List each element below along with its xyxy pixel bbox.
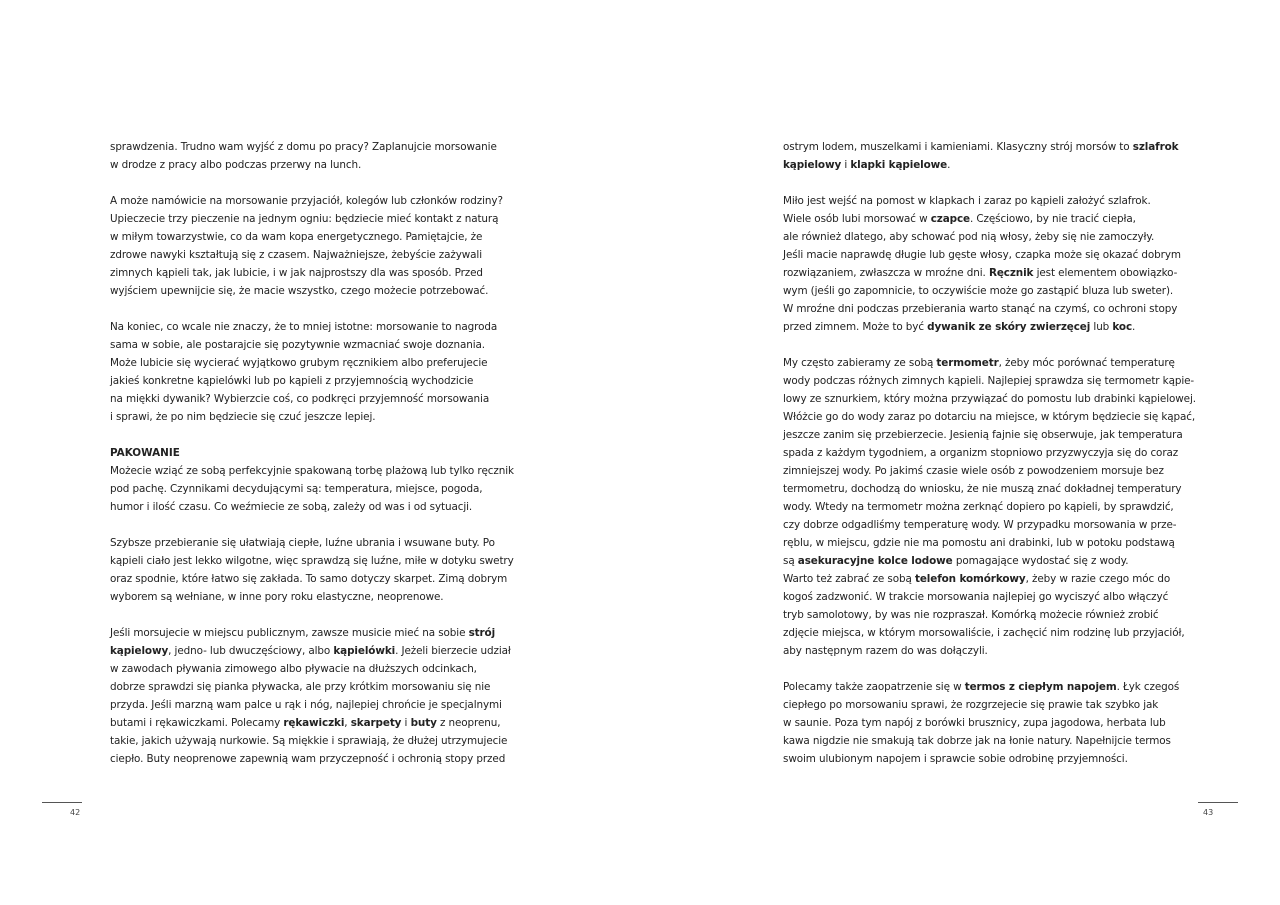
text-run: zimnych kąpieli tak, jak lubicie, i w jak najprostszy dla was sposób. Przed [110, 267, 483, 279]
bold-term: skarpety [350, 717, 402, 729]
text-line [110, 498, 510, 516]
text-line [110, 336, 510, 354]
text-run: My często zabieramy ze sobą [783, 357, 937, 369]
text-run: lub [1090, 321, 1113, 333]
text-line [783, 606, 1183, 624]
text-run: dobrze sprawdzi się pianka pływacka, ale przy krótkim morsowaniu się nie [110, 681, 491, 693]
text-run: w zawodach pływania zimowego albo pływacie na dłuższych odcinkach, [110, 663, 477, 675]
text-line [783, 570, 1183, 588]
text-run: przed zimnem. Może to być [783, 321, 928, 333]
bold-term: kąpielowy [783, 159, 842, 171]
text-run: termometru, dochodzą do wniosku, że nie muszą znać dokładnej temperatury [783, 483, 1182, 495]
text-line [110, 714, 510, 732]
text-line [110, 552, 514, 570]
text-run: Jeśli morsujecie w miejscu publicznym, zawsze musicie mieć na sobie [110, 627, 469, 639]
text-line [110, 408, 510, 426]
text-run: zimniejszej wody. Po jakimś czasie wiele osób z powodzeniem morsuje bez [783, 465, 1164, 477]
text-line [110, 750, 510, 768]
paragraph-gap [110, 426, 510, 444]
bold-term: asekuracyjne kolce lodowe [797, 555, 953, 567]
text-run: ciepłego po morsowaniu sprawi, że rozgrzejecie się prawie tak szybko jak [783, 699, 1159, 711]
text-line [110, 588, 510, 606]
bold-term: czapce [930, 213, 970, 225]
text-run: i [401, 717, 411, 729]
text-run: przyda. Jeśli marzną wam palce u rąk i nóg, najlepiej chrońcie je specjalnymi [110, 699, 502, 711]
text-line [783, 444, 1183, 462]
bold-term: dywanik ze skóry zwierzęcej [927, 321, 1091, 333]
text-line [110, 570, 510, 588]
text-line [110, 246, 510, 264]
text-line [110, 264, 510, 282]
text-line [110, 732, 510, 750]
text-run: . [947, 159, 951, 171]
text-run: ostrym lodem, muszelkami i kamieniami. Klasyczny strój morsów to [783, 141, 1133, 153]
text-line [783, 642, 1183, 660]
text-line [110, 624, 510, 642]
text-line [783, 588, 1183, 606]
bold-term: rękawiczki [283, 717, 345, 729]
bold-term: telefon komórkowy [914, 573, 1026, 585]
text-run: . Łyk czegoś [1116, 681, 1180, 693]
text-run: Miło jest wejść na pomost w klapkach i zaraz po kąpieli założyć szlafrok. [783, 195, 1151, 207]
bold-term: kąpielowy [110, 645, 169, 657]
text-run: A może namówicie na morsowanie przyjaciół, kolegów lub członków rodziny? [110, 195, 503, 207]
text-line [110, 210, 510, 228]
text-line [783, 300, 1183, 318]
text-line [783, 498, 1183, 516]
right-page-text [783, 138, 1196, 768]
text-run: z neoprenu, [436, 717, 501, 729]
text-line [783, 678, 1183, 696]
text-run: jakieś konkretne kąpielówki lub po kąpieli z przyjemnością wychodzicie [110, 375, 474, 387]
text-run: W mroźne dni podczas przebierania warto stanąć na czymś, co ochroni stopy [783, 303, 1178, 315]
text-run: pod pachę. Czynnikami decydującymi są: temperatura, miejsce, pogoda, [110, 483, 483, 495]
text-run: w saunie. Poza tym napój z borówki brusznicy, zupa jagodowa, herbata lub [783, 717, 1166, 729]
text-run: kąpieli ciało jest lekko wilgotne, więc sprawdzą się luźne, miłe w dotyku swetry [110, 555, 514, 567]
text-run: i sprawi, że po nim będziecie się czuć jeszcze lepiej. [110, 411, 376, 423]
text-run: humor i ilość czasu. Co weźmiecie ze sobą, zależy od was i od sytuacji. [110, 501, 473, 513]
text-line [783, 390, 1196, 408]
text-line [783, 462, 1183, 480]
text-run: aby następnym razem do was dołączyli. [783, 645, 988, 657]
paragraph-gap [110, 606, 510, 624]
bold-term: kąpielówki [333, 645, 396, 657]
text-line [110, 642, 510, 660]
text-run: , żeby w razie czego móc do [1025, 573, 1171, 585]
text-line [783, 426, 1183, 444]
text-run: zdrowe nawyki kształtują się z czasem. Najważniejsze, żebyście zażywali [110, 249, 482, 261]
text-line [110, 696, 510, 714]
text-line [783, 714, 1183, 732]
paragraph-gap [783, 174, 1183, 192]
text-run: sprawdzenia. Trudno wam wyjść z domu po pracy? Zaplanujcie morsowanie [110, 141, 497, 153]
text-run: , [344, 717, 351, 729]
text-line [110, 354, 510, 372]
paragraph-gap [110, 516, 510, 534]
text-line [110, 192, 510, 210]
text-run: Może lubicie się wycierać wyjątkowo grubym ręcznikiem albo preferujecie [110, 357, 488, 369]
text-run: tryb samolotowy, by was nie rozpraszał. Komórką możecie również zrobić [783, 609, 1159, 621]
paragraph-gap [783, 660, 1183, 678]
text-run: Na koniec, co wcale nie znaczy, że to mniej istotne: morsowanie to nagroda [110, 321, 498, 333]
text-line [110, 660, 510, 678]
paragraph-gap [783, 336, 1183, 354]
text-run: oraz spodnie, które łatwo się zakłada. To samo dotyczy skarpet. Zimą dobrym [110, 573, 508, 585]
bold-term: strój [468, 627, 496, 639]
text-line [110, 138, 510, 156]
text-line [783, 372, 1195, 390]
text-line [110, 462, 514, 480]
text-line [110, 156, 510, 174]
text-line [783, 138, 1183, 156]
text-line [110, 282, 510, 300]
text-line [110, 480, 510, 498]
text-line [783, 552, 1183, 570]
text-run: . Jeżeli bierzecie udział [395, 645, 511, 657]
bold-term: termometr [936, 357, 999, 369]
text-run: Możecie wziąć ze sobą perfekcyjnie spakowaną torbę plażową lub tylko ręcznik [110, 465, 514, 477]
text-run: , żeby móc porównać temperaturę [998, 357, 1175, 369]
text-line [783, 318, 1183, 336]
text-line [783, 480, 1183, 498]
text-line [783, 246, 1183, 264]
bold-term: buty [410, 717, 437, 729]
text-line [783, 264, 1183, 282]
left-page-number: 42 [70, 808, 81, 817]
text-line [783, 282, 1183, 300]
text-run: wym (jeśli go zapomnicie, to oczywiście może go zastąpić bluza lub sweter). [783, 285, 1174, 297]
text-run: wody. Wtedy na termometr można zerknąć dopiero po kąpieli, by sprawdzić, [783, 501, 1174, 513]
text-line [783, 192, 1183, 210]
text-run: Włóżcie go do wody zaraz po dotarciu na miejsce, w którym będziecie się kąpać, [783, 411, 1196, 423]
right-folio-rule [1198, 802, 1238, 803]
bold-term: szlafrok [1132, 141, 1179, 153]
text-run: wody podczas różnych zimnych kąpieli. Najlepiej sprawdza się termometr kąpie- [783, 375, 1195, 387]
bold-term: PAKOWANIE [110, 447, 180, 459]
text-line [783, 732, 1183, 750]
text-line [783, 228, 1183, 246]
bold-term: Ręcznik [988, 267, 1034, 279]
text-run: , jedno- lub dwuczęściowy, albo [168, 645, 334, 657]
text-line [783, 354, 1183, 372]
text-line [783, 534, 1183, 552]
text-run: w drodze z pracy albo podczas przerwy na lunch. [110, 159, 362, 171]
text-line [110, 390, 510, 408]
text-run: swoim ulubionym napojem i sprawcie sobie odrobinę przyjemności. [783, 753, 1128, 765]
text-run: Jeśli macie naprawdę długie lub gęste włosy, czapka może się okazać dobrym [783, 249, 1181, 261]
text-run: ręblu, w miejscu, gdzie nie ma pomostu ani drabinki, lub w potoku podstawą [783, 537, 1175, 549]
text-line [110, 678, 510, 696]
left-folio-rule [42, 802, 82, 803]
text-line [783, 156, 1183, 174]
text-run: Wiele osób lubi morsować w [783, 213, 931, 225]
bold-term: klapki kąpielowe [850, 159, 948, 171]
text-line [110, 228, 510, 246]
text-run: w miłym towarzystwie, co da wam kopa energetycznego. Pamiętajcie, że [110, 231, 483, 243]
text-line [110, 444, 510, 462]
text-run: sama w sobie, ale postarajcie się pozytywnie wzmacniać swoje doznania. [110, 339, 486, 351]
text-run: spada z każdym tygodniem, a organizm stopniowo przyzwyczyja się do coraz [783, 447, 1179, 459]
text-line [110, 372, 510, 390]
paragraph-gap [110, 174, 510, 192]
text-run: wyborem są wełniane, w inne pory roku elastyczne, neoprenowe. [110, 591, 444, 603]
bold-term: koc [1112, 321, 1133, 333]
text-run: lowy ze sznurkiem, który można przywiązać do pomostu lub drabinki kąpielowej. [783, 393, 1196, 405]
text-run: czy dobrze odgadliśmy temperaturę wody. W przypadku morsowania w prze- [783, 519, 1177, 531]
text-run: rozwiązaniem, zwłaszcza w mroźne dni. [783, 267, 989, 279]
text-run: . [1132, 321, 1136, 333]
text-run: Szybsze przebieranie się ułatwiają ciepłe, luźne ubrania i wsuwane buty. Po [110, 537, 495, 549]
text-run: i [841, 159, 851, 171]
text-line [783, 696, 1183, 714]
text-run: Warto też zabrać ze sobą [783, 573, 915, 585]
text-line [110, 318, 510, 336]
text-run: są [783, 555, 798, 567]
text-run: jeszcze zanim się przebierzecie. Jesienią fajnie się obserwuje, jak temperatura [783, 429, 1183, 441]
text-line [110, 534, 510, 552]
bold-term: termos z ciepłym napojem [964, 681, 1117, 693]
text-line [783, 624, 1183, 642]
text-line [783, 516, 1183, 534]
right-page-number: 43 [1203, 808, 1214, 817]
text-run: kogoś zadzwonić. W trakcie morsowania najlepiej go wyciszyć albo włączyć [783, 591, 1169, 603]
text-run: Polecamy także zaopatrzenie się w [783, 681, 965, 693]
text-run: ale również dlatego, aby schować pod nią włosy, żeby się nie zamoczyły. [783, 231, 1155, 243]
right-page [640, 0, 1280, 905]
text-run: zdjęcie miejsca, w którym morsowaliście, i zachęcić nim rodzinę lub przyjaciół, [783, 627, 1185, 639]
text-run: Upieczecie trzy pieczenie na jednym ogniu: będziecie mieć kontakt z naturą [110, 213, 499, 225]
text-run: butami i rękawiczkami. Polecamy [110, 717, 284, 729]
text-run: wyjściem upewnijcie się, że macie wszystko, czego możecie potrzebować. [110, 285, 489, 297]
text-line [783, 210, 1183, 228]
text-run: na miękki dywanik? Wybierzcie coś, co podkręci przyjemność morsowania [110, 393, 490, 405]
text-run: jest elementem obowiązko- [1033, 267, 1178, 279]
text-run: kawa nigdzie nie smakują tak dobrze jak na łonie natury. Napełnijcie termos [783, 735, 1171, 747]
text-run: pomagające wydostać się z wody. [952, 555, 1129, 567]
left-page-text [110, 138, 514, 768]
text-line [783, 750, 1183, 768]
text-run: takie, jakich używają nurkowie. Są miękkie i sprawiają, że dłużej utrzymujecie [110, 735, 508, 747]
text-run: . Częściowo, by nie tracić ciepła, [969, 213, 1136, 225]
paragraph-gap [110, 300, 510, 318]
text-line [783, 408, 1196, 426]
text-run: ciepło. Buty neoprenowe zapewnią wam przyczepność i ochronią stopy przed [110, 753, 506, 765]
